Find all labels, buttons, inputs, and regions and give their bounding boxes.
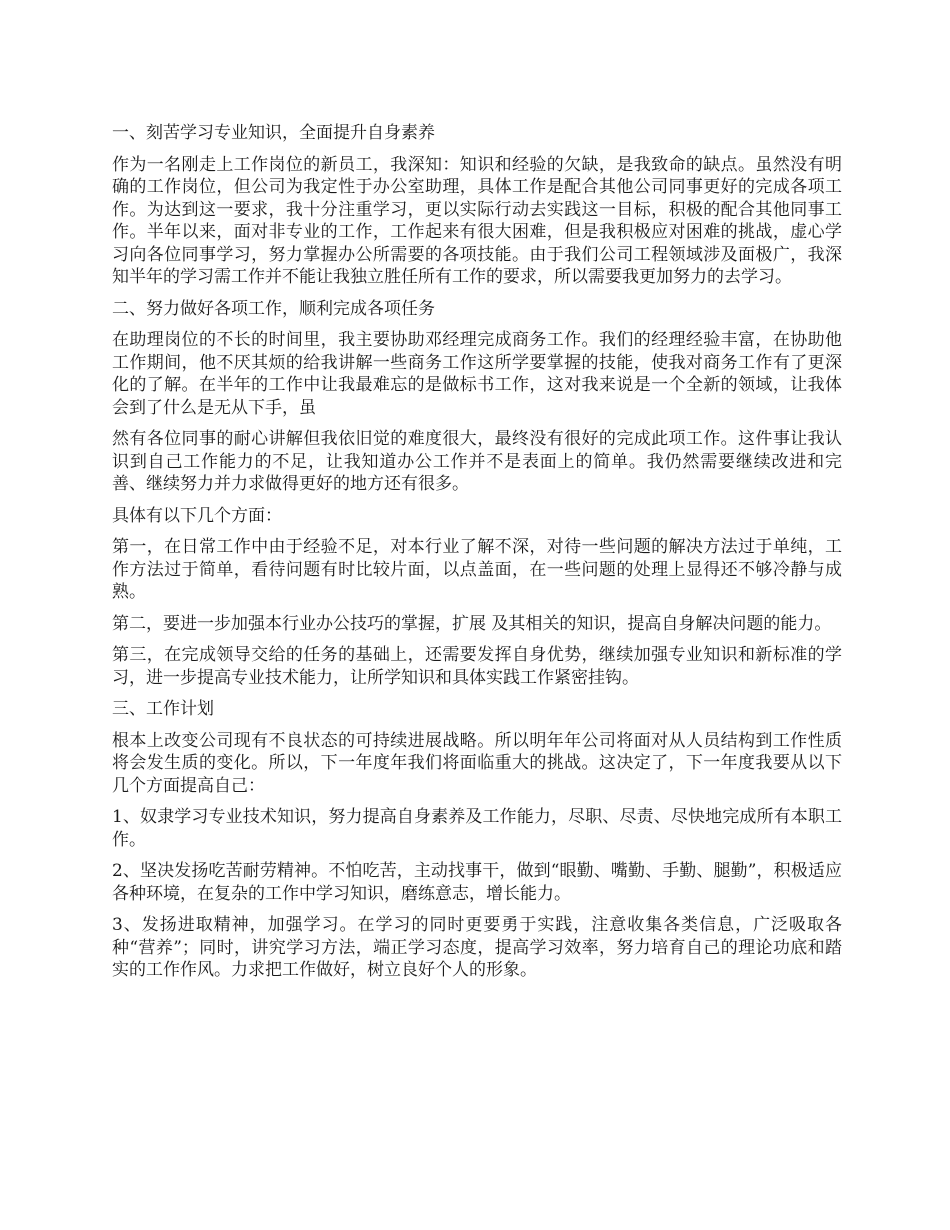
section-heading-work: 二、努力做好各项工作，顺利完成各项任务 bbox=[112, 298, 435, 319]
paragraph-aspects-intro: 具体有以下几个方面： bbox=[112, 505, 282, 526]
paragraph-aspect-third: 第三，在完成领导交给的任务的基础上，还需要发挥自身优势，继续加强专业知识和新标准的学习，进一步提高专业技术能力，让所学知识和具体实践工作紧密挂钩。 bbox=[112, 645, 842, 688]
paragraph-work-body: 在助理岗位的不长的时间里，我主要协助邓经理完成商务工作。我们的经理经验丰富，在协助他工作期间，他不厌其烦的给我讲解一些商务工作这所学要掌握的技能，使我对商务工作有了更深化的了解。在半年的工作中让我最难忘的是做标书工作，这对我来说是一个全新的领域，让我体会到了什么是无从下手，虽 bbox=[112, 330, 842, 418]
paragraph-aspect-first: 第一，在日常工作中由于经验不足，对本行业了解不深，对待一些问题的解决方法过于单纯，工作方法过于简单，看待问题有时比较片面，以点盖面，在一些问题的处理上显得还不够冷静与成熟。 bbox=[112, 537, 842, 602]
section-heading-study: 一、刻苦学习专业知识，全面提升自身素养 bbox=[112, 123, 435, 143]
paragraph-plan-intro: 根本上改变公司现有不良状态的可持续进展战略。所以明年年公司将面对从人员结构到工作性质将会发生质的变化。所以，下一年度年我们将面临重大的挑战。这决定了，下一年度我要从以下几个方面提高自己： bbox=[112, 730, 842, 796]
paragraph-plan-item-1: 1、奴隶学习专业技术知识，努力提高自身素养及工作能力，尽职、尽责、尽快地完成所有本职工作。 bbox=[112, 807, 842, 850]
paragraph-plan-item-3: 3、发扬进取精神，加强学习。在学习的同时更要勇于实践，注意收集各类信息，广泛吸取各种“营养”；同时，讲究学习方法，端正学习态度，提高学习效率，努力培育自己的理论功底和踏实的工作作风。力求把工作做好，树立良好个人的形象。 bbox=[112, 915, 842, 980]
document-body bbox=[112, 122, 842, 991]
paragraph-study-body: 作为一名刚走上工作岗位的新员工，我深知：知识和经验的欠缺，是我致命的缺点。虽然没有明确的工作岗位，但公司为我定性于办公室助理，具体工作是配合其他公司同事更好的完成各项工作。为达到这一要求，我十分注重学习，更以实际行动去实践这一目标，积极的配合其他同事工作。半年以来，面对非专业的工作，工作起来有很大困难，但是我积极应对困难的挑战，虚心学习向各位同事学习，努力掌握办公所需要的各项技能。由于我们公司工程领域涉及面极广，我深知半年的学习需工作并不能让我独立胜任所有工作的要求，所以需要我更加努力的去学习。 bbox=[112, 154, 842, 287]
paragraph-aspect-second: 第二，要进一步加强本行业办公技巧的掌握，扩展 及其相关的知识，提高自身解决问题的能力。 bbox=[112, 613, 832, 634]
section-heading-plan: 三、工作计划 bbox=[112, 699, 214, 719]
paragraph-plan-item-2: 2、坚决发扬吃苦耐劳精神。不怕吃苦，主动找事干，做到“眼勤、嘴勤、手勤、腿勤”，积极适应各种环境，在复杂的工作中学习知识，磨练意志，增长能力。 bbox=[112, 861, 842, 904]
paragraph-work-continued: 然有各位同事的耐心讲解但我依旧觉的难度很大，最终没有很好的完成此项工作。这件事让我认识到自己工作能力的不足，让我知道办公工作并不是表面上的简单。我仍然需要继续改进和完善、继续努力并力求做得更好的地方还有很多。 bbox=[112, 429, 842, 494]
